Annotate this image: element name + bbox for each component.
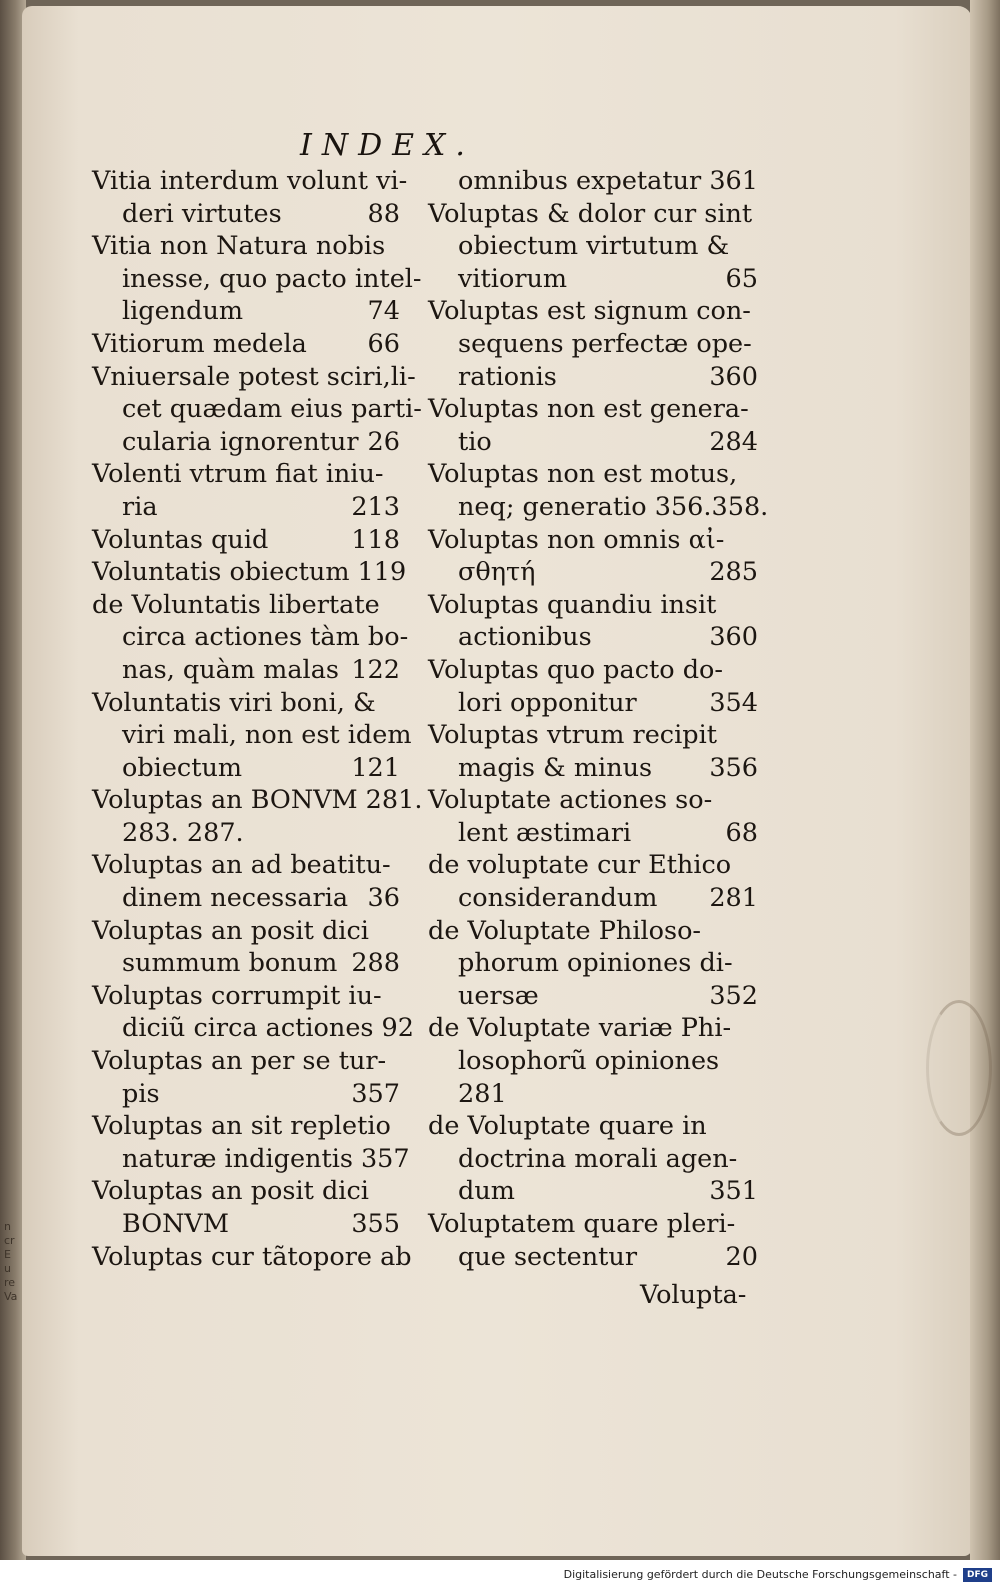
- index-page-number: 119: [357, 557, 407, 588]
- index-line: [428, 589, 758, 622]
- index-page-number: [752, 198, 760, 231]
- index-line: [92, 295, 400, 328]
- index-page-number: 122: [351, 654, 400, 685]
- index-entry-text: Voluptas vtrum recipit: [428, 720, 717, 751]
- index-page-number: [752, 328, 760, 361]
- index-page-number: [750, 947, 758, 980]
- index-page-number: 66: [367, 328, 400, 359]
- index-line: [428, 524, 758, 557]
- index-page-number: [392, 687, 400, 720]
- index-line: [92, 621, 409, 654]
- index-entry-text: 281: [458, 1078, 507, 1109]
- index-page-number: 357: [360, 1143, 410, 1174]
- index-entry-text: Voluntatis obiectum: [92, 557, 350, 588]
- index-entry-text: losophorũ opiniones: [458, 1046, 720, 1077]
- index-entry-text: Vitiorum medela: [92, 328, 307, 359]
- index-line: [92, 556, 407, 589]
- index-entry-text: Voluptas non omnis αἰ-: [428, 524, 725, 555]
- index-entry-text: Voluptas quandiu insit: [428, 589, 717, 620]
- index-entry-text: uersæ: [458, 980, 539, 1011]
- index-entry-text: σθητή: [458, 557, 536, 588]
- index-entry-text: Voluptas non est motus,: [428, 459, 738, 490]
- index-page-number: 281.: [365, 785, 423, 816]
- index-page-number: [750, 784, 758, 817]
- index-line: [92, 393, 422, 426]
- index-entry-text: lent æstimari: [458, 817, 632, 848]
- footer-credit: Digitalisierung gefördert durch die Deutsche Forschungsgemeinschaft -: [563, 1568, 957, 1581]
- index-page-number: 356: [709, 752, 758, 783]
- index-entry-text: que sectentur: [458, 1241, 638, 1272]
- index-column-right: [428, 165, 769, 1273]
- index-page-number: 352: [709, 980, 758, 1011]
- index-entry-text: Voluptas an posit dici: [92, 1176, 369, 1207]
- index-page-number: [750, 458, 758, 491]
- index-line: [92, 1012, 414, 1045]
- index-line: [428, 1208, 758, 1241]
- index-line: [92, 915, 400, 948]
- index-entry-text: naturæ indigentis: [122, 1143, 353, 1174]
- index-line: [92, 947, 400, 980]
- index-page-number: 284: [709, 426, 758, 457]
- index-line: [92, 980, 400, 1013]
- index-entry-text: Voluptas & dolor cur sint: [428, 198, 753, 229]
- gutter-marks: n cr E u re Va: [4, 1220, 18, 1303]
- index-entry-text: circa actiones tàm bo-: [122, 622, 409, 653]
- index-entry-text: cularia ignorentur: [122, 426, 359, 457]
- index-line: [92, 198, 400, 231]
- index-line: [92, 1241, 412, 1274]
- index-line: [92, 263, 422, 296]
- index-line: [428, 230, 758, 263]
- index-line: [428, 980, 758, 1013]
- index-line: [428, 1012, 758, 1045]
- index-line: [92, 1175, 400, 1208]
- footer-bar: [0, 1560, 1000, 1589]
- index-entry-text: vitiorum: [458, 263, 568, 294]
- index-line: [428, 849, 758, 882]
- index-line: [92, 1110, 400, 1143]
- index-entry-text: Volenti vtrum fiat iniu-: [92, 459, 384, 490]
- index-page-number: [768, 491, 776, 524]
- index-line: [428, 654, 758, 687]
- index-line: [428, 915, 758, 948]
- index-entry-text: dinem necessaria: [122, 883, 349, 914]
- index-page-number: 285: [709, 557, 758, 588]
- index-page-number: 74: [367, 296, 400, 327]
- index-line: [92, 1143, 410, 1176]
- index-line: [92, 458, 400, 491]
- index-page-number: 361: [709, 166, 758, 196]
- index-entry-text: Vitia interdum volunt vi-: [92, 166, 408, 196]
- index-line: [428, 1078, 758, 1111]
- index-page-number: [412, 1241, 420, 1274]
- index-page-number: 118: [351, 524, 400, 555]
- index-line: [92, 654, 400, 687]
- index-entry-text: de Voluntatis libertate: [92, 589, 380, 620]
- index-entry-text: neq; generatio 356.358.: [458, 491, 769, 522]
- index-page-number: [407, 165, 415, 198]
- index-line: [428, 458, 758, 491]
- index-line: [428, 621, 758, 654]
- page-header: INDEX.: [300, 128, 475, 163]
- index-page-number: [750, 849, 758, 882]
- index-line: [92, 524, 400, 557]
- index-page-number: [750, 719, 758, 752]
- index-page-number: [750, 589, 758, 622]
- index-page-number: 355: [351, 1209, 400, 1239]
- index-entry-text: phorum opiniones di-: [458, 948, 733, 979]
- index-entry-text: diciũ circa actiones: [122, 1013, 374, 1044]
- index-page-number: [750, 230, 758, 263]
- paper-clip-shadow: [926, 1000, 992, 1136]
- index-line: [428, 947, 758, 980]
- index-entry-text: tio: [458, 426, 492, 457]
- index-line: [92, 165, 408, 198]
- index-line: [428, 719, 758, 752]
- index-line: [428, 556, 758, 589]
- index-page-number: 26: [367, 426, 400, 457]
- index-page-number: [416, 361, 424, 394]
- index-line: [428, 426, 758, 459]
- dfg-logo: DFG: [963, 1568, 992, 1582]
- index-line: [428, 361, 758, 394]
- index-line: [428, 491, 769, 524]
- index-line: [428, 198, 758, 231]
- index-page-number: 281: [709, 883, 758, 914]
- index-page-number: [392, 849, 400, 882]
- index-entry-text: dum: [458, 1176, 515, 1207]
- index-line: [92, 361, 416, 394]
- index-line: [428, 328, 758, 361]
- index-page-number: 65: [725, 263, 758, 294]
- index-line: [92, 687, 400, 720]
- index-entry-text: rationis: [458, 361, 557, 392]
- index-entry-text: actionibus: [458, 622, 592, 653]
- index-entry-text: magis & minus: [458, 752, 653, 783]
- index-entry-text: de Voluptate variæ Phi-: [428, 1013, 732, 1044]
- index-entry-text: Voluptas an posit dici: [92, 915, 369, 946]
- index-entry-text: ligendum: [122, 296, 244, 327]
- index-line: [428, 1045, 758, 1078]
- index-page-number: 357: [351, 1078, 400, 1109]
- index-page-number: 351: [709, 1176, 758, 1207]
- index-line: [92, 491, 400, 524]
- index-page-number: [750, 1078, 758, 1111]
- catchword: Volupta-: [640, 1280, 747, 1310]
- index-page-number: [408, 621, 416, 654]
- index-line: [428, 1241, 758, 1274]
- index-entry-text: Vitia non Natura nobis: [92, 231, 386, 262]
- index-page-number: [392, 589, 400, 622]
- index-line: [428, 165, 758, 198]
- index-line: [428, 1110, 758, 1143]
- index-line: [428, 784, 758, 817]
- index-entry-text: summum bonum: [122, 948, 338, 979]
- index-page-number: [392, 458, 400, 491]
- index-page-number: 354: [709, 687, 758, 718]
- index-entry-text: lori opponitur: [458, 687, 637, 718]
- index-page-number: [392, 1045, 400, 1078]
- index-page-number: 360: [709, 622, 758, 653]
- index-line: [92, 1208, 400, 1241]
- index-line: [92, 719, 412, 752]
- index-entry-text: Voluptas an sit repletio: [92, 1111, 391, 1142]
- index-entry-text: viri mali, non est idem: [122, 720, 412, 751]
- index-entry-text: Voluptas an BONVM: [92, 785, 358, 816]
- index-entry-text: Voluptas an ad beatitu-: [92, 850, 391, 881]
- index-entry-text: Voluptate actiones so-: [428, 785, 713, 816]
- index-line: [428, 1175, 758, 1208]
- index-line: [92, 1045, 400, 1078]
- index-line: [428, 687, 758, 720]
- index-entry-text: omnibus expetatur: [458, 166, 702, 196]
- index-page-number: 68: [725, 817, 758, 848]
- index-page-number: 213: [351, 491, 400, 522]
- index-entry-text: Voluptas cur tãtopore ab: [92, 1241, 412, 1272]
- index-entry-text: Voluptatem quare pleri-: [428, 1209, 736, 1239]
- index-entry-text: de voluptate cur Ethico: [428, 850, 732, 881]
- index-page-number: [750, 915, 758, 948]
- index-entry-text: Voluptas an per se tur-: [92, 1046, 387, 1077]
- index-page-number: [750, 524, 758, 557]
- index-column-left: [92, 165, 423, 1273]
- index-entry-text: Voluptas corrumpit iu-: [92, 980, 382, 1011]
- index-entry-text: obiectum virtutum &: [458, 231, 730, 262]
- index-entry-text: Voluptas quo pacto do-: [428, 654, 723, 685]
- index-page-number: [750, 1143, 758, 1176]
- index-entry-text: de Voluptate quare in: [428, 1111, 707, 1142]
- index-entry-text: cet quædam eius parti-: [122, 394, 422, 425]
- index-page-number: [392, 915, 400, 948]
- index-entry-text: Voluptas non est genera-: [428, 394, 749, 425]
- index-page-number: [750, 654, 758, 687]
- index-line: [428, 1143, 758, 1176]
- index-entry-text: nas, quàm malas: [122, 654, 339, 685]
- index-line: [92, 849, 400, 882]
- right-edge: [970, 0, 1000, 1560]
- index-line: [428, 393, 758, 426]
- index-line: [92, 426, 400, 459]
- index-page-number: 92: [381, 1013, 414, 1044]
- index-line: [428, 295, 758, 328]
- index-page-number: [751, 295, 759, 328]
- index-entry-text: 283. 287.: [122, 817, 244, 848]
- index-entry-text: deri virtutes: [122, 198, 282, 229]
- index-entry-text: Voluptas est signum con-: [428, 296, 751, 327]
- index-line: [92, 784, 423, 817]
- index-page-number: 121: [351, 752, 400, 783]
- index-line: [92, 589, 400, 622]
- index-entry-text: Voluntatis viri boni, &: [92, 687, 376, 718]
- index-entry-text: Voluntas quid: [92, 524, 269, 555]
- index-page-number: [750, 1110, 758, 1143]
- index-line: [428, 817, 758, 850]
- index-entry-text: obiectum: [122, 752, 243, 783]
- index-page-number: [750, 1045, 758, 1078]
- index-entry-text: Vniuersale potest sciri,li-: [92, 361, 416, 392]
- index-page-number: [392, 817, 400, 850]
- index-page-number: [392, 1175, 400, 1208]
- index-page-number: [392, 230, 400, 263]
- index-page-number: [750, 393, 758, 426]
- index-line: [92, 752, 400, 785]
- index-page-number: [750, 1208, 758, 1241]
- index-line: [92, 1078, 400, 1111]
- index-page-number: 20: [725, 1241, 758, 1272]
- index-line: [92, 882, 400, 915]
- index-entry-text: de Voluptate Philoso-: [428, 915, 702, 946]
- index-page-number: 288: [351, 948, 400, 979]
- index-entry-text: BONVM: [122, 1209, 229, 1239]
- index-page-number: [750, 1012, 758, 1045]
- index-page-number: [392, 1110, 400, 1143]
- index-page-number: 36: [367, 883, 400, 914]
- index-entry-text: pis: [122, 1078, 160, 1109]
- index-page-number: [392, 980, 400, 1013]
- index-line: [92, 230, 400, 263]
- index-line: [428, 263, 758, 296]
- index-line: [428, 882, 758, 915]
- index-line: [92, 328, 400, 361]
- index-page-number: 360: [709, 361, 758, 392]
- index-entry-text: doctrina morali agen-: [458, 1143, 738, 1174]
- index-line: [92, 817, 400, 850]
- index-entry-text: considerandum: [458, 883, 658, 914]
- index-entry-text: inesse, quo pacto intel-: [122, 263, 422, 294]
- index-line: [428, 752, 758, 785]
- index-entry-text: ria: [122, 491, 158, 522]
- index-page-number: 88: [367, 198, 400, 229]
- index-page-number: [412, 719, 420, 752]
- index-entry-text: sequens perfectæ ope-: [458, 328, 752, 359]
